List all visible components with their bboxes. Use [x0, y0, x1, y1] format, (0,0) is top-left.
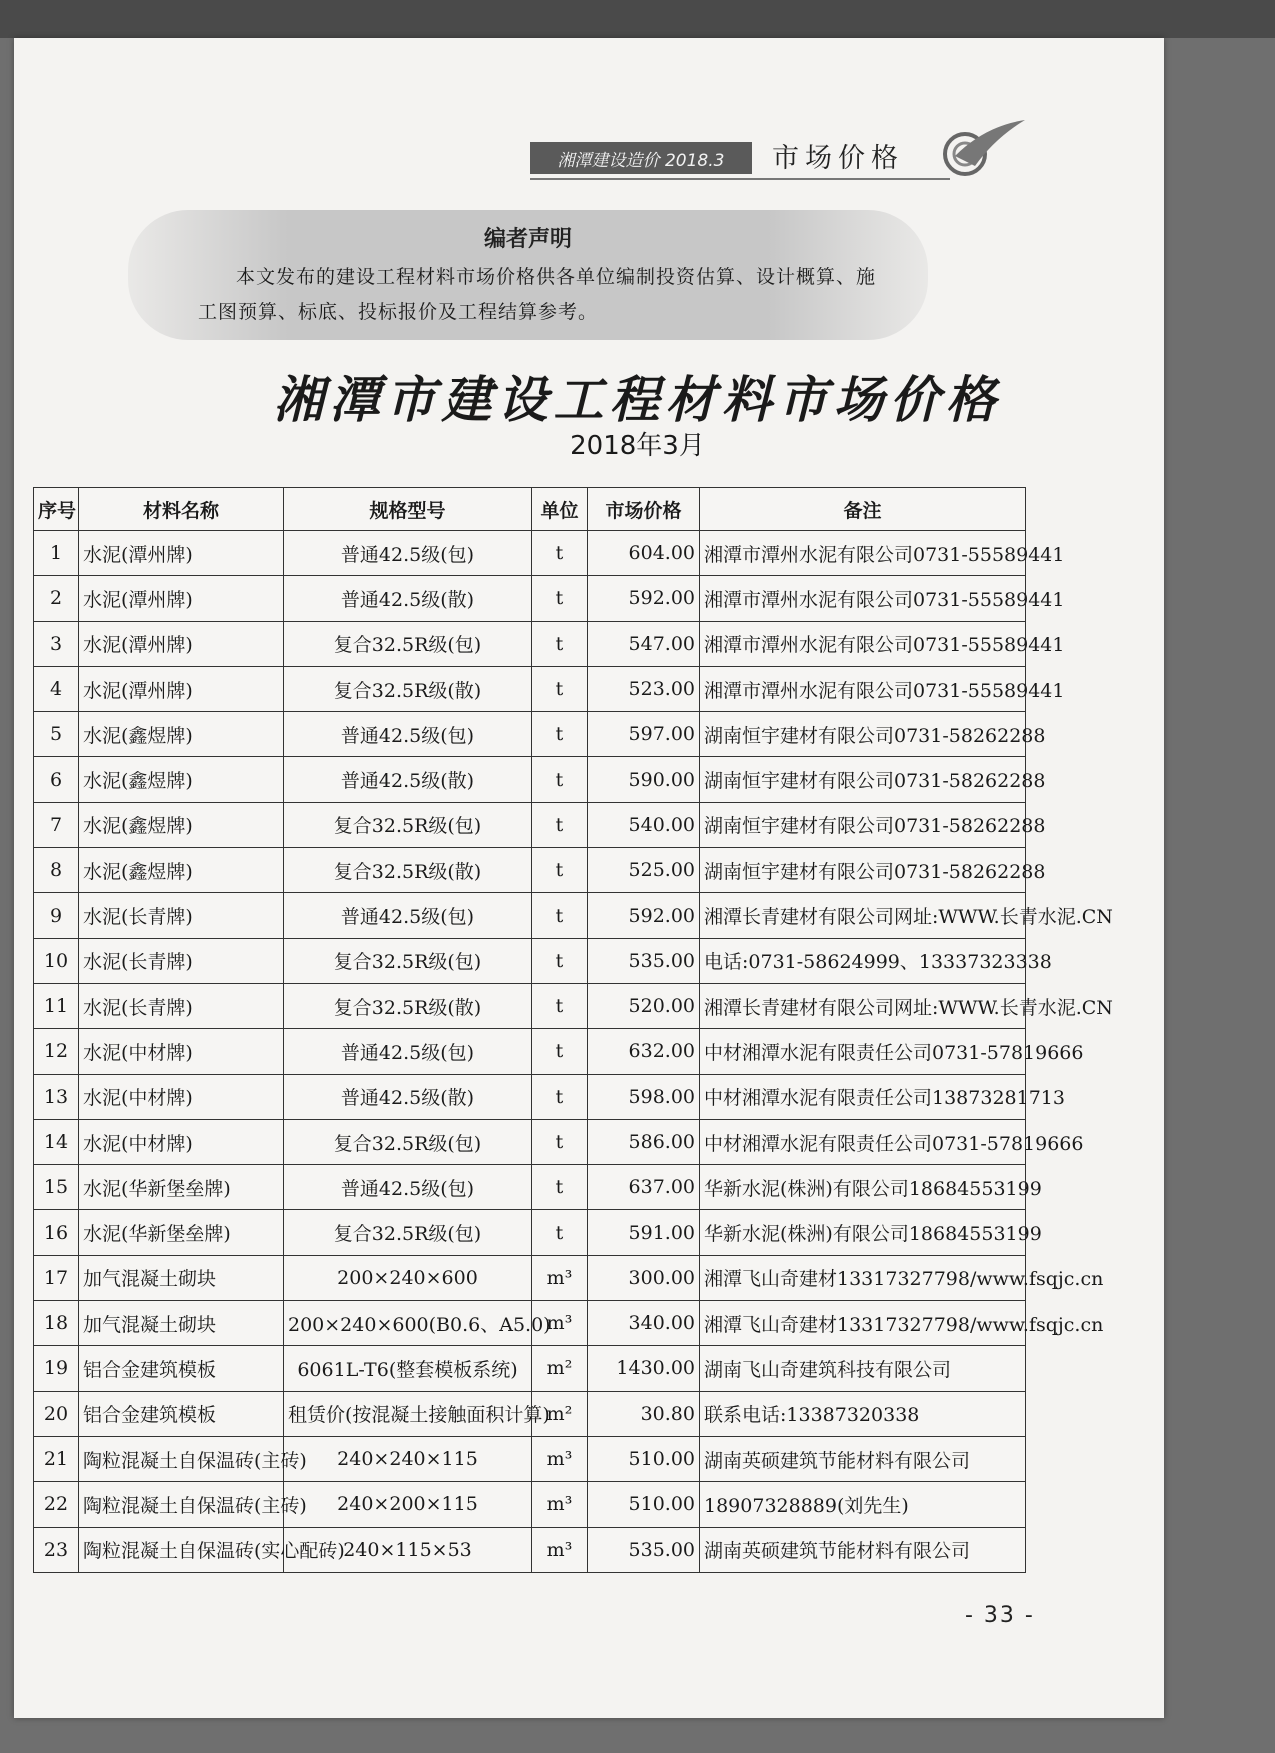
- row-spec: 240×240×115: [284, 1436, 532, 1481]
- row-price: 591.00: [588, 1210, 700, 1255]
- row-index: 15: [34, 1165, 79, 1210]
- row-unit: t: [532, 1074, 588, 1119]
- row-unit: t: [532, 531, 588, 576]
- notice-title: 编者声明: [483, 227, 572, 252]
- row-material: 水泥(长青牌): [79, 983, 284, 1028]
- row-remark: 湘潭飞山奇建材13317327798/www.fsqjc.cn: [700, 1301, 1026, 1346]
- row-unit: t: [532, 1165, 588, 1210]
- table-row: [34, 531, 1026, 576]
- row-spec: 普通42.5级(包): [284, 712, 532, 757]
- row-spec: 6061L-T6(整套模板系统): [284, 1346, 532, 1391]
- row-index: 2: [34, 576, 79, 621]
- row-index: 21: [34, 1436, 79, 1481]
- row-material: 铝合金建筑模板: [79, 1391, 284, 1436]
- row-unit: t: [532, 893, 588, 938]
- row-remark: 18907328889(刘先生): [700, 1482, 1026, 1527]
- row-remark: 湘潭市潭州水泥有限公司0731-55589441: [700, 531, 1026, 576]
- row-material: 陶粒混凝土自保温砖(主砖): [79, 1436, 284, 1481]
- row-remark: 华新水泥(株洲)有限公司18684553199: [700, 1210, 1026, 1255]
- row-remark: 电话:0731-58624999、13337323338: [700, 938, 1026, 983]
- row-index: 19: [34, 1346, 79, 1391]
- row-index: 22: [34, 1482, 79, 1527]
- row-price: 598.00: [588, 1074, 700, 1119]
- row-spec: 复合32.5R级(包): [284, 621, 532, 666]
- table-row: [34, 1391, 1026, 1436]
- publication-band: 湘潭建设造价 2018.3: [530, 142, 752, 174]
- row-index: 14: [34, 1119, 79, 1164]
- row-index: 13: [34, 1074, 79, 1119]
- row-remark: 湖南恒宇建材有限公司0731-58262288: [700, 712, 1026, 757]
- row-material: 陶粒混凝土自保温砖(主砖): [79, 1482, 284, 1527]
- row-remark: 湖南恒宇建材有限公司0731-58262288: [700, 802, 1026, 847]
- page-title: 湘潭市建设工程材料市场价格: [273, 371, 1002, 429]
- row-unit: t: [532, 576, 588, 621]
- row-price: 535.00: [588, 1527, 700, 1572]
- row-material: 水泥(华新堡垒牌): [79, 1210, 284, 1255]
- row-index: 5: [34, 712, 79, 757]
- header-index: 序号: [34, 488, 79, 531]
- table-row: [34, 1210, 1026, 1255]
- row-unit: m³: [532, 1482, 588, 1527]
- row-price: 30.80: [588, 1391, 700, 1436]
- row-remark: 湖南英硕建筑节能材料有限公司: [700, 1436, 1026, 1481]
- row-material: 水泥(鑫煜牌): [79, 757, 284, 802]
- scan-top-edge: [0, 0, 1275, 38]
- table-row: [34, 938, 1026, 983]
- table-row: [34, 1301, 1026, 1346]
- row-material: 水泥(鑫煜牌): [79, 712, 284, 757]
- row-spec: 240×200×115: [284, 1482, 532, 1527]
- table-row: [34, 893, 1026, 938]
- row-spec: 普通42.5级(包): [284, 1029, 532, 1074]
- row-remark: 湘潭市潭州水泥有限公司0731-55589441: [700, 666, 1026, 711]
- table-row: [34, 983, 1026, 1028]
- row-remark: 湖南英硕建筑节能材料有限公司: [700, 1527, 1026, 1572]
- row-price: 597.00: [588, 712, 700, 757]
- row-price: 510.00: [588, 1482, 700, 1527]
- row-unit: t: [532, 848, 588, 893]
- row-remark: 湘潭市潭州水泥有限公司0731-55589441: [700, 576, 1026, 621]
- row-price: 300.00: [588, 1255, 700, 1300]
- row-spec: 复合32.5R级(散): [284, 983, 532, 1028]
- row-material: 水泥(中材牌): [79, 1119, 284, 1164]
- table-row: [34, 1119, 1026, 1164]
- row-unit: t: [532, 1029, 588, 1074]
- row-index: 11: [34, 983, 79, 1028]
- header-price: 市场价格: [588, 488, 700, 531]
- row-index: 9: [34, 893, 79, 938]
- row-remark: 湘潭长青建材有限公司网址:WWW.长青水泥.CN: [700, 893, 1026, 938]
- table-row: [34, 621, 1026, 666]
- row-index: 12: [34, 1029, 79, 1074]
- row-spec: 复合32.5R级(包): [284, 938, 532, 983]
- row-price: 510.00: [588, 1436, 700, 1481]
- row-material: 水泥(鑫煜牌): [79, 802, 284, 847]
- table-row: [34, 848, 1026, 893]
- header-rule: [530, 178, 950, 180]
- table-row: [34, 1255, 1026, 1300]
- row-material: 水泥(潭州牌): [79, 531, 284, 576]
- row-price: 547.00: [588, 621, 700, 666]
- price-table: [33, 487, 1113, 1573]
- header-material: 材料名称: [79, 488, 284, 531]
- row-spec: 普通42.5级(包): [284, 1165, 532, 1210]
- row-unit: t: [532, 938, 588, 983]
- row-material: 水泥(潭州牌): [79, 666, 284, 711]
- row-price: 1430.00: [588, 1346, 700, 1391]
- row-unit: t: [532, 802, 588, 847]
- row-unit: t: [532, 712, 588, 757]
- row-spec: 200×240×600(B0.6、A5.0): [284, 1301, 532, 1346]
- row-price: 525.00: [588, 848, 700, 893]
- notice-body: 本文发布的建设工程材料市场价格供各单位编制投资估算、设计概算、施工图预算、标底、投标报价及工程结算参考。: [198, 266, 877, 323]
- row-index: 4: [34, 666, 79, 711]
- row-material: 水泥(鑫煜牌): [79, 848, 284, 893]
- row-unit: m³: [532, 1255, 588, 1300]
- row-index: 10: [34, 938, 79, 983]
- row-index: 20: [34, 1391, 79, 1436]
- section-title: 市场价格: [772, 143, 904, 174]
- page-number: - 33 -: [965, 1603, 1035, 1628]
- row-material: 加气混凝土砌块: [79, 1255, 284, 1300]
- row-index: 23: [34, 1527, 79, 1572]
- row-unit: m³: [532, 1301, 588, 1346]
- row-spec: 复合32.5R级(包): [284, 1119, 532, 1164]
- row-spec: 普通42.5级(散): [284, 576, 532, 621]
- header-unit: 单位: [532, 488, 588, 531]
- row-remark: 联系电话:13387320338: [700, 1391, 1026, 1436]
- row-remark: 中材湘潭水泥有限责任公司0731-57819666: [700, 1029, 1026, 1074]
- row-index: 7: [34, 802, 79, 847]
- table-row: [34, 712, 1026, 757]
- row-spec: 租赁价(按混凝土接触面积计算): [284, 1391, 532, 1436]
- row-spec: 普通42.5级(包): [284, 893, 532, 938]
- row-unit: t: [532, 1119, 588, 1164]
- row-price: 340.00: [588, 1301, 700, 1346]
- row-material: 水泥(华新堡垒牌): [79, 1165, 284, 1210]
- row-remark: 湘潭长青建材有限公司网址:WWW.长青水泥.CN: [700, 983, 1026, 1028]
- row-unit: t: [532, 666, 588, 711]
- row-spec: 复合32.5R级(散): [284, 666, 532, 711]
- row-index: 3: [34, 621, 79, 666]
- row-remark: 湘潭飞山奇建材13317327798/www.fsqjc.cn: [700, 1255, 1026, 1300]
- row-spec: 200×240×600: [284, 1255, 532, 1300]
- row-material: 陶粒混凝土自保温砖(实心配砖): [79, 1527, 284, 1572]
- row-spec: 复合32.5R级(散): [284, 848, 532, 893]
- row-index: 16: [34, 1210, 79, 1255]
- row-remark: 湘潭市潭州水泥有限公司0731-55589441: [700, 621, 1026, 666]
- row-unit: t: [532, 983, 588, 1028]
- table-row: [34, 576, 1026, 621]
- row-unit: m³: [532, 1527, 588, 1572]
- row-price: 520.00: [588, 983, 700, 1028]
- row-remark: 湖南恒宇建材有限公司0731-58262288: [700, 757, 1026, 802]
- row-unit: m²: [532, 1391, 588, 1436]
- header-spec: 规格型号: [284, 488, 532, 531]
- row-remark: 中材湘潭水泥有限责任公司0731-57819666: [700, 1119, 1026, 1164]
- row-unit: t: [532, 757, 588, 802]
- row-spec: 普通42.5级(散): [284, 757, 532, 802]
- row-spec: 普通42.5级(包): [284, 531, 532, 576]
- row-unit: t: [532, 1210, 588, 1255]
- row-spec: 复合32.5R级(包): [284, 802, 532, 847]
- row-remark: 中材湘潭水泥有限责任公司13873281713: [700, 1074, 1026, 1119]
- table-row: [34, 757, 1026, 802]
- table-row: [34, 802, 1026, 847]
- row-unit: m²: [532, 1346, 588, 1391]
- row-price: 590.00: [588, 757, 700, 802]
- row-price: 586.00: [588, 1119, 700, 1164]
- row-unit: t: [532, 621, 588, 666]
- row-remark: 华新水泥(株洲)有限公司18684553199: [700, 1165, 1026, 1210]
- row-price: 592.00: [588, 893, 700, 938]
- row-material: 铝合金建筑模板: [79, 1346, 284, 1391]
- row-price: 540.00: [588, 802, 700, 847]
- row-price: 604.00: [588, 531, 700, 576]
- row-price: 535.00: [588, 938, 700, 983]
- row-spec: 240×115×53: [284, 1527, 532, 1572]
- row-index: 6: [34, 757, 79, 802]
- row-index: 8: [34, 848, 79, 893]
- row-price: 632.00: [588, 1029, 700, 1074]
- row-spec: 复合32.5R级(包): [284, 1210, 532, 1255]
- table-row: [34, 1165, 1026, 1210]
- header-remark: 备注: [700, 488, 1026, 531]
- row-material: 水泥(中材牌): [79, 1074, 284, 1119]
- table-header-row: [34, 488, 1026, 531]
- page-subtitle: 2018年3月: [570, 431, 705, 461]
- row-price: 592.00: [588, 576, 700, 621]
- row-material: 水泥(长青牌): [79, 893, 284, 938]
- row-material: 水泥(潭州牌): [79, 621, 284, 666]
- row-material: 水泥(中材牌): [79, 1029, 284, 1074]
- table-row: [34, 1074, 1026, 1119]
- row-unit: m³: [532, 1436, 588, 1481]
- table-row: [34, 1346, 1026, 1391]
- table-row: [34, 1527, 1026, 1572]
- table-row: [34, 1029, 1026, 1074]
- table-row: [34, 666, 1026, 711]
- table-row: [34, 1482, 1026, 1527]
- row-remark: 湖南飞山奇建筑科技有限公司: [700, 1346, 1026, 1391]
- row-material: 水泥(潭州牌): [79, 576, 284, 621]
- publication-logo-icon: [935, 116, 1027, 186]
- editor-notice: [128, 210, 928, 340]
- row-index: 1: [34, 531, 79, 576]
- row-index: 17: [34, 1255, 79, 1300]
- row-price: 637.00: [588, 1165, 700, 1210]
- row-material: 水泥(长青牌): [79, 938, 284, 983]
- row-index: 18: [34, 1301, 79, 1346]
- row-price: 523.00: [588, 666, 700, 711]
- row-material: 加气混凝土砌块: [79, 1301, 284, 1346]
- row-spec: 普通42.5级(散): [284, 1074, 532, 1119]
- row-remark: 湖南恒宇建材有限公司0731-58262288: [700, 848, 1026, 893]
- table-row: [34, 1436, 1026, 1481]
